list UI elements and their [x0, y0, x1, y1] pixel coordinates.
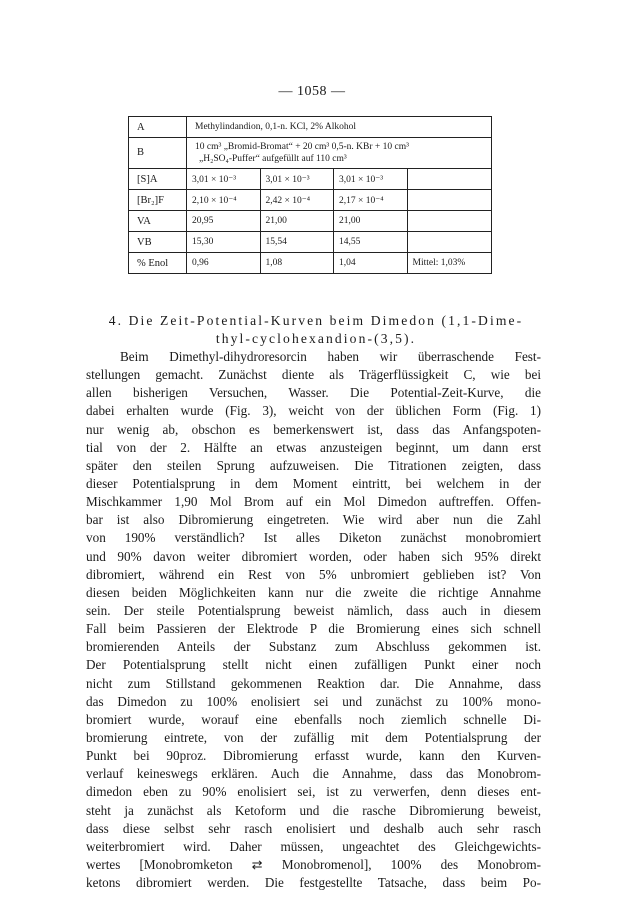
text-line: dimedon eben zu 90% enolisiert sei, ist zu verwerfen, denn dieses ent-	[86, 784, 541, 800]
table-cell: 21,00	[334, 211, 408, 232]
table-cell: 2,42 × 10⁻⁴	[260, 190, 334, 211]
text-line: Der Potentialsprung stellt nicht einen zufälligen Punkt einer noch	[86, 657, 541, 673]
table-row	[129, 138, 492, 169]
row-label: VB	[129, 232, 187, 253]
table-cell-line: 10 cm³ „Bromid-Bromat“ + 20 cm³ 0,5-n. KBr + 10 cm³	[195, 142, 409, 152]
table-cell	[187, 138, 492, 169]
text-line: weiterbromiert wird. Daher müssen, ungeachtet des Gleichgewichts-	[86, 838, 541, 854]
table-cell: Methylindandion, 0,1-n. KCl, 2% Alkohol	[187, 117, 492, 138]
text-line: ketons dibromiert werden. Die festgestellte Tatsache, dass beim Po-	[86, 875, 541, 891]
table-cell: 1,08	[260, 253, 334, 274]
text-line: und 90% davon weiter dibromiert worden, oder haben sich 95% direkt	[86, 548, 541, 564]
table-cell: 3,01 × 10⁻³	[334, 169, 408, 190]
table-cell: 2,17 × 10⁻⁴	[334, 190, 408, 211]
section-heading-line: 4. Die Zeit-Potential-Kurven beim Dimedon (1,1-Dime-	[108, 313, 524, 328]
body-paragraph	[86, 348, 541, 892]
text-line: Beim Dimethyl-dihydroresorcin haben wir überraschende Fest-	[120, 349, 541, 364]
table-cell: 15,54	[260, 232, 334, 253]
text-line: Mischkammer 1,90 Mol Brom auf ein Mol Dimedon auftreffen. Offen-	[86, 494, 541, 510]
text-line: tial von der 2. Hälfte an etwas anzusteigen beginnt, um dann erst	[86, 439, 541, 455]
table-cell: 15,30	[187, 232, 261, 253]
text-line: das Dimedon zu 100% enolisiert sei und zunächst zu 100% mono-	[86, 693, 541, 709]
row-label: [S]A	[129, 169, 187, 190]
text-line: bromiert wurde, worauf eine ebenfalls noch ziemlich schnelle Di-	[86, 711, 541, 727]
section-heading	[86, 312, 546, 348]
text-line: verlauf keineswegs erklären. Auch die Annahme, dass das Monobrom-	[86, 766, 541, 782]
text-line: diesen beiden Möglichkeiten kann nur die zweite die richtige Annahme	[86, 584, 541, 600]
text-line: dass diese selbst sehr rasch enolisiert und deshalb auch sehr rasch	[86, 820, 541, 836]
table-row	[129, 169, 492, 190]
table-cell	[407, 211, 491, 232]
text-line: steht ja zunächst als Ketoform und die rasche Dibromierung beweist,	[86, 802, 541, 818]
text-line: später den steilen Sprung aufzuweisen. Die Titrationen zeigten, dass	[86, 457, 541, 473]
text-line: dabei erhalten wurde (Fig. 3), weicht von der üblichen Form (Fig. 1)	[86, 403, 541, 419]
table-cell-line: „H₂SO₄-Puffer“ aufgefüllt auf 110 cm³	[199, 154, 347, 164]
text-line: wertes [Monobromketon ⇄ Monobromenol], 100% des Monobrom-	[86, 856, 541, 872]
results-table	[128, 116, 492, 274]
text-line: stellungen gemacht. Zunächst diente als Trägerflüssigkeit C, wie bei	[86, 367, 541, 383]
text-line: bar ist also Dibromierung eingetreten. Wie wird aber nun die Zahl	[86, 512, 541, 528]
row-label: B	[129, 138, 187, 169]
text-line: nur wenig ab, obschon es bemerkenswert ist, dass das Anfangspoten-	[86, 421, 541, 437]
table-row	[129, 253, 492, 274]
row-label: [Br₂]F	[129, 190, 187, 211]
text-line: dibromiert, während ein Rest von 5% unbromiert geblieben ist? Von	[86, 566, 541, 582]
section-heading-line: thyl-cyclohexandion-(3,5).	[215, 331, 417, 346]
table-cell	[407, 190, 491, 211]
table-cell: 21,00	[260, 211, 334, 232]
text-line: bromierung eintrete, von der zufällig mit dem Potentialsprung der	[86, 729, 541, 745]
row-label: A	[129, 117, 187, 138]
table-row	[129, 232, 492, 253]
text-line: bromierenden Anteils der Substanz zum Abschluss gekommen ist.	[86, 639, 541, 655]
text-line: nicht zum Stillstand gekommenen Reaktion dar. Die Annahme, dass	[86, 675, 541, 691]
table-row	[129, 117, 492, 138]
text-line: Fall beim Passieren der Elektrode P die Bromierung eines sich schnell	[86, 621, 541, 637]
text-line: sein. Der steile Potentialsprung beweist nämlich, dass auch in diesem	[86, 602, 541, 618]
page-number: — 1058 —	[278, 84, 346, 99]
table-row	[129, 190, 492, 211]
table-cell: 20,95	[187, 211, 261, 232]
table-cell: Mittel: 1,03%	[407, 253, 491, 274]
table-cell: 0,96	[187, 253, 261, 274]
table-row	[129, 211, 492, 232]
text-line: allen bisherigen Versuchen, Wasser. Die Potential-Zeit-Kurve, die	[86, 385, 541, 401]
table-cell: 14,55	[334, 232, 408, 253]
table-cell	[407, 232, 491, 253]
row-label: % Enol	[129, 253, 187, 274]
table-cell: 1,04	[334, 253, 408, 274]
table-cell	[407, 169, 491, 190]
text-line: Punkt bei 90proz. Dibromierung erfasst wurde, kann den Kurven-	[86, 748, 541, 764]
text-line: dieser Potentialsprung in dem Moment eintritt, bei welchem in der	[86, 475, 541, 491]
row-label: VA	[129, 211, 187, 232]
text-line: von 190% verständlich? Ist alles Diketon zunächst monobromiert	[86, 530, 541, 546]
table-cell: 3,01 × 10⁻³	[260, 169, 334, 190]
table-cell: 3,01 × 10⁻³	[187, 169, 261, 190]
table-cell: 2,10 × 10⁻⁴	[187, 190, 261, 211]
